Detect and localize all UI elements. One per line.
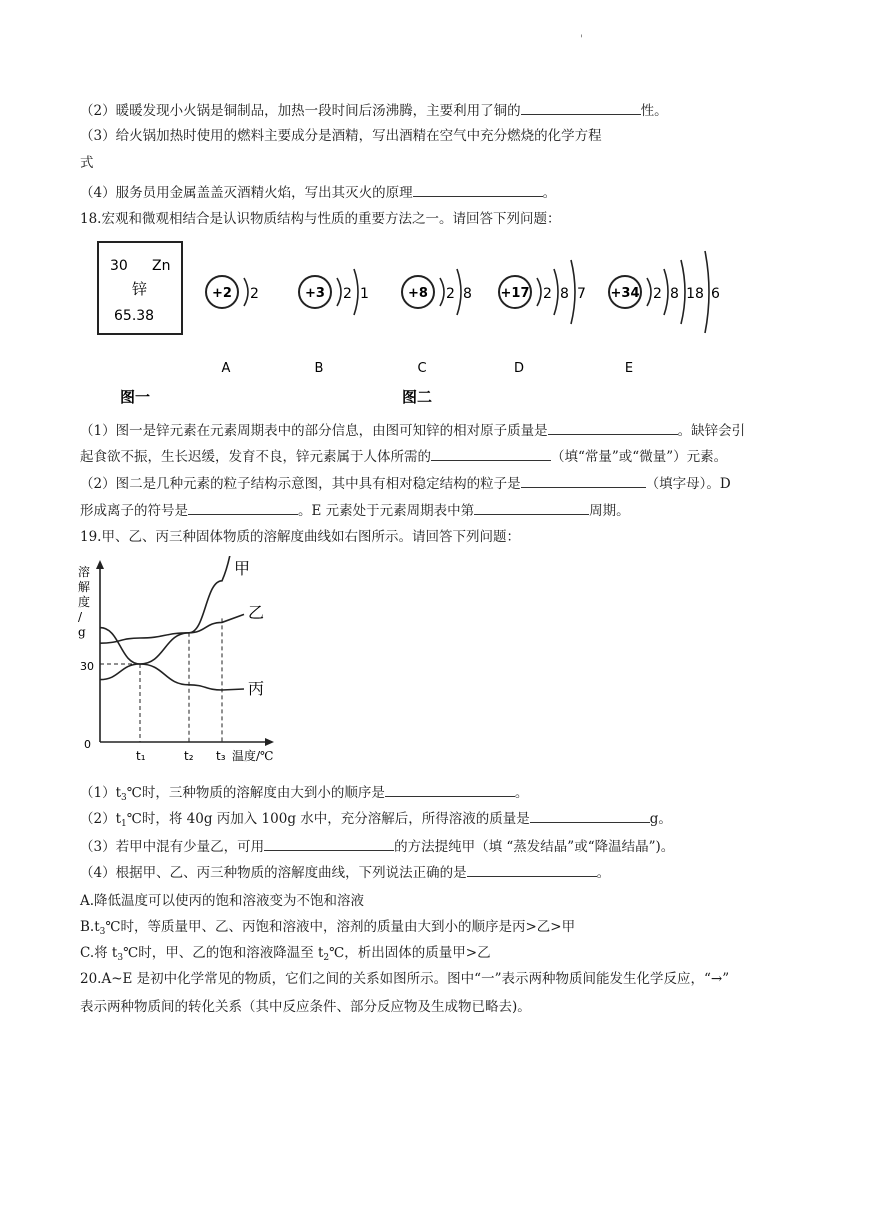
electron-shell-arc bbox=[537, 278, 541, 306]
q17-part3-cont: 式 bbox=[80, 155, 94, 171]
atomic-number: 30 bbox=[110, 258, 128, 274]
q19-part2: $(2)t_1℃$时，将 40g 丙加入 100g 水中，充分溶解后，所得溶液的质量是 g。 bbox=[80, 808, 672, 833]
q18-part1: （1）图一是锌元素在元素周期表中的部分信息，由图可知锌的相对原子质量是 。缺锌会引 bbox=[80, 420, 745, 440]
series-label-jia: 甲 bbox=[234, 559, 251, 578]
element-card bbox=[98, 242, 182, 334]
curve-甲 bbox=[100, 556, 234, 680]
answer-blank[interactable] bbox=[431, 446, 551, 461]
atom-letter: B bbox=[314, 361, 324, 376]
x-axis-label: 温度/℃ bbox=[232, 749, 274, 763]
answer-blank[interactable] bbox=[264, 836, 394, 851]
y-label-char: / bbox=[78, 610, 83, 624]
answer-blank[interactable] bbox=[467, 862, 597, 877]
shell-electron-count: 6 bbox=[711, 286, 720, 302]
shell-electron-count: 2 bbox=[250, 286, 259, 302]
shell-electron-count: 18 bbox=[686, 286, 704, 302]
y-label-char: 度 bbox=[78, 595, 91, 609]
electron-shell-arc bbox=[705, 251, 709, 333]
electron-shell-arc bbox=[457, 269, 461, 315]
element-name: 锌 bbox=[132, 280, 148, 298]
atom-letter: C bbox=[417, 361, 427, 376]
atom-letter: E bbox=[624, 361, 634, 376]
q19-part3: （3）若甲中混有少量乙，可用 的方法提纯甲（填 “蒸发结晶”或“降温结晶”)。 bbox=[80, 836, 674, 856]
q17-part2: （2）暖暖发现小火锅是铜制品，加热一段时间后汤沸腾，主要利用了铜的 性。 bbox=[80, 100, 668, 120]
electron-shell-arc bbox=[664, 269, 668, 315]
nucleus-charge: +34 bbox=[610, 286, 640, 301]
atom-letter: D bbox=[513, 361, 525, 376]
shell-electron-count: 2 bbox=[446, 286, 455, 302]
fig2-label: 图二 bbox=[402, 388, 433, 406]
curve-丙 bbox=[100, 628, 244, 690]
q17-part3: （3）给火锅加热时使用的燃料主要成分是酒精，写出酒精在空气中充分燃烧的化学方程 bbox=[80, 128, 602, 144]
q19-part4: （4）根据甲、乙、丙三种物质的溶解度曲线，下列说法正确的是 。 bbox=[80, 862, 610, 882]
dashed-guides bbox=[100, 618, 222, 742]
answer-blank[interactable] bbox=[521, 473, 646, 488]
q19-option-c: C.将 $t_3℃$时，甲、乙的饱和溶液降温至 $t_2℃$，析出固体的质量甲>乙 bbox=[80, 945, 491, 963]
electron-shell-arc bbox=[440, 278, 444, 306]
y-label-char: 溶 bbox=[78, 565, 91, 579]
nucleus-charge: +3 bbox=[305, 286, 325, 301]
shell-electron-count: 2 bbox=[653, 286, 662, 302]
atom-D bbox=[499, 260, 586, 376]
atom-diagrams bbox=[206, 251, 720, 376]
electron-shell-arc bbox=[681, 260, 685, 324]
series-label-bing: 丙 bbox=[248, 679, 265, 698]
atom-E bbox=[609, 251, 720, 376]
q18-part1-cont: 起食欲不振，生长迟缓，发育不良，锌元素属于人体所需的 （填“常量”或“微量”）元素。 bbox=[80, 446, 727, 466]
answer-blank[interactable] bbox=[385, 782, 515, 797]
nucleus-charge: +17 bbox=[500, 286, 530, 301]
answer-blank[interactable] bbox=[188, 500, 298, 515]
solubility-chart bbox=[72, 556, 292, 770]
answer-blank[interactable] bbox=[548, 420, 678, 435]
q19-part1: $(1)t_3℃$时，三种物质的溶解度由大到小的顺序是 。 bbox=[80, 782, 528, 807]
answer-blank[interactable] bbox=[521, 100, 641, 115]
x-tick-t1: t₁ bbox=[136, 749, 146, 763]
series-label-yi: 乙 bbox=[248, 603, 265, 622]
q18-figure bbox=[90, 238, 730, 410]
electron-shell-arc bbox=[244, 278, 248, 306]
q19-stem: 19.甲、乙、丙三种固体物质的溶解度曲线如右图所示。请回答下列问题： bbox=[80, 529, 520, 545]
electron-shell-arc bbox=[647, 278, 651, 306]
shell-electron-count: 1 bbox=[360, 286, 369, 302]
electron-shell-arc bbox=[354, 269, 358, 315]
answer-blank[interactable] bbox=[530, 808, 650, 823]
y-axis-label bbox=[78, 564, 90, 639]
q18-part2: （2）图二是几种元素的粒子结构示意图，其中具有相对稳定结构的粒子是 （填字母）。D bbox=[80, 473, 731, 493]
nucleus-charge: +2 bbox=[212, 286, 232, 301]
atom-B bbox=[299, 269, 369, 376]
header-mark: ' bbox=[580, 34, 583, 45]
q18-part2-cont: 形成离子的符号是 。E 元素处于元素周期表中第 周期。 bbox=[80, 500, 630, 520]
element-symbol: Zn bbox=[152, 258, 171, 274]
origin-label: 0 bbox=[84, 738, 91, 751]
atom-letter: A bbox=[221, 361, 231, 376]
answer-blank[interactable] bbox=[413, 182, 543, 197]
shell-electron-count: 2 bbox=[543, 286, 552, 302]
atomic-mass: 65.38 bbox=[114, 308, 155, 324]
q18-stem: 18.宏观和微观相结合是认识物质结构与性质的重要方法之一。请回答下列问题： bbox=[80, 211, 561, 227]
shell-electron-count: 8 bbox=[670, 286, 679, 302]
q19-option-b: $B.t_3℃$时，等质量甲、乙、丙饱和溶液中，溶剂的质量由大到小的顺序是丙>乙>甲 bbox=[80, 919, 576, 937]
fig1-label: 图一 bbox=[120, 388, 151, 406]
shell-electron-count: 2 bbox=[343, 286, 352, 302]
nucleus-charge: +8 bbox=[408, 286, 428, 301]
shell-electron-count: 7 bbox=[577, 286, 586, 302]
electron-shell-arc bbox=[554, 269, 558, 315]
electron-shell-arc bbox=[337, 278, 341, 306]
electron-shell-arc bbox=[571, 260, 575, 324]
answer-blank[interactable] bbox=[474, 500, 589, 515]
q17-part4: （4）服务员用金属盖盖灭酒精火焰，写出其灭火的原理 。 bbox=[80, 182, 556, 202]
x-axis-arrow bbox=[265, 738, 274, 746]
q20-stem: 20.A~E 是初中化学常见的物质，它们之间的关系如图所示。图中“一”表示两种物质间能发生化学反应，“→” bbox=[80, 971, 730, 987]
y-label-char: 解 bbox=[78, 580, 91, 594]
atom-C bbox=[402, 269, 472, 376]
atom-A bbox=[206, 276, 259, 376]
q20-stem-cont: 表示两种物质间的转化关系（其中反应条件、部分反应物及生成物已略去)。 bbox=[80, 999, 531, 1015]
y-axis-arrow bbox=[96, 560, 104, 569]
shell-electron-count: 8 bbox=[560, 286, 569, 302]
y-tick-30: 30 bbox=[80, 660, 94, 673]
q19-option-a: A.降低温度可以使丙的饱和溶液变为不饱和溶液 bbox=[80, 893, 365, 909]
x-tick-t2: t₂ bbox=[184, 749, 194, 763]
shell-electron-count: 8 bbox=[463, 286, 472, 302]
y-label-char: g bbox=[78, 625, 86, 639]
x-tick-t3: t₃ bbox=[216, 749, 226, 763]
